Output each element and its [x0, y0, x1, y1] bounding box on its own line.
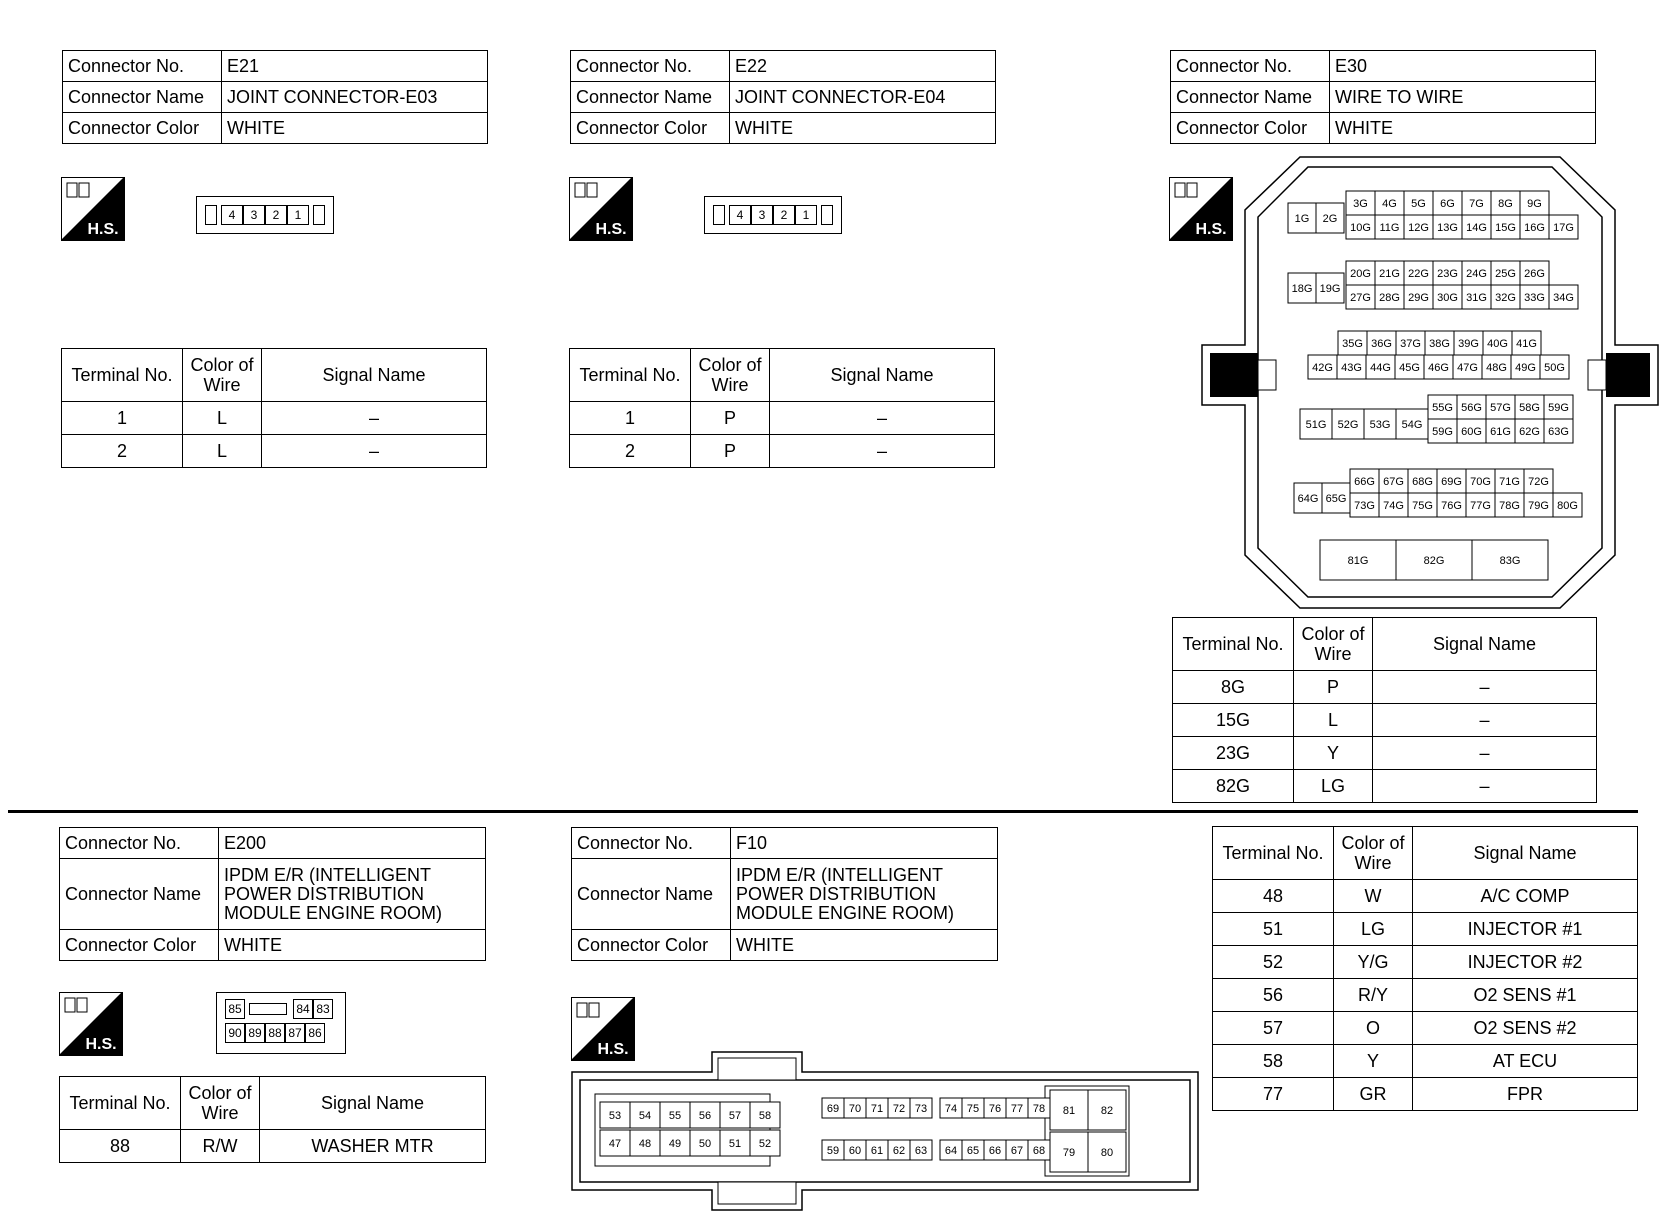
pin-label: 70G [1470, 476, 1491, 488]
e200-pin: 86 [305, 1023, 325, 1043]
pin-label: 61 [870, 1145, 884, 1157]
wire-color: LG [1334, 913, 1413, 946]
label-connector-color: Connector Color [63, 113, 222, 144]
e22-connector-face [704, 196, 842, 234]
pin-label: 50G [1544, 362, 1565, 374]
e21-pin: 3 [243, 205, 265, 225]
pin-label: 33G [1524, 292, 1545, 304]
wire-color: P [691, 435, 770, 468]
pin-label: 57G [1490, 402, 1511, 414]
label-connector-color: Connector Color [572, 930, 731, 961]
pin-label: 39G [1458, 338, 1479, 350]
terminal-no: 1 [62, 402, 183, 435]
pin-label: 68 [1032, 1145, 1046, 1157]
terminal-no: 48 [1213, 880, 1334, 913]
e30-connector-color: WHITE [1330, 113, 1596, 144]
pin-label: 52 [758, 1138, 772, 1150]
header-signal-name: Signal Name [260, 1077, 486, 1130]
pin-label: 18G [1291, 283, 1313, 295]
pin-label: 80G [1557, 500, 1578, 512]
pin-label: 48 [638, 1138, 652, 1150]
terminal-no: 56 [1213, 979, 1334, 1012]
pin-label: 16G [1524, 222, 1545, 234]
label-connector-color: Connector Color [1171, 113, 1330, 144]
e30-connector-no: E30 [1330, 51, 1596, 82]
pin-label: 46G [1428, 362, 1449, 374]
wire-color: W [1334, 880, 1413, 913]
pin-label: 11G [1379, 222, 1400, 234]
section-divider [8, 810, 1638, 813]
pin-label: 53 [608, 1110, 622, 1122]
e200-pin: 85 [225, 999, 245, 1019]
pin-label: 32G [1495, 292, 1516, 304]
pin-label: 5G [1411, 198, 1426, 210]
header-signal-name: Signal Name [1413, 827, 1638, 880]
pin-label: 76G [1441, 500, 1462, 512]
label-connector-name: Connector Name [1171, 82, 1330, 113]
signal-name: – [1373, 704, 1597, 737]
label-connector-color: Connector Color [571, 113, 730, 144]
pin-label: 59G [1432, 426, 1453, 438]
wire-color: Y/G [1334, 946, 1413, 979]
e21-connector-name: JOINT CONNECTOR-E03 [222, 82, 488, 113]
pin-label: 1G [1294, 213, 1310, 225]
pin-label: 60G [1461, 426, 1482, 438]
pin-label: 10G [1350, 222, 1371, 234]
f10-terminal-table [1212, 826, 1638, 1111]
pin-label: 75G [1412, 500, 1433, 512]
header-signal-name: Signal Name [770, 349, 995, 402]
pin-label: 72G [1528, 476, 1549, 488]
pin-label: 80 [1100, 1147, 1114, 1159]
pin-label: 64G [1297, 493, 1319, 505]
pin-label: 66 [988, 1145, 1002, 1157]
header-terminal-no: Terminal No. [570, 349, 691, 402]
label-connector-no: Connector No. [572, 828, 731, 859]
e200-pin: 84 [293, 999, 313, 1019]
label-connector-no: Connector No. [571, 51, 730, 82]
e21-connector-face [196, 196, 334, 234]
pin-label: 51G [1305, 419, 1327, 431]
pin-label: 64 [944, 1145, 958, 1157]
header-terminal-no: Terminal No. [1213, 827, 1334, 880]
pin-label: 82 [1100, 1105, 1114, 1117]
pin-label: 74G [1383, 500, 1404, 512]
signal-name: – [262, 402, 487, 435]
label-connector-name: Connector Name [572, 859, 731, 930]
pin-label: 2G [1322, 213, 1338, 225]
header-signal-name: Signal Name [1373, 618, 1597, 671]
e30-terminal-table [1172, 617, 1597, 803]
wire-color: O [1334, 1012, 1413, 1045]
pin-label: 36G [1371, 338, 1392, 350]
label-connector-name: Connector Name [60, 859, 219, 930]
signal-name: INJECTOR #1 [1413, 913, 1638, 946]
signal-name: – [1373, 770, 1597, 803]
pin-label: 58 [758, 1110, 772, 1122]
pin-label: 48G [1486, 362, 1507, 374]
pin-label: 57 [728, 1110, 742, 1122]
signal-name: AT ECU [1413, 1045, 1638, 1078]
pin-label: 6G [1440, 198, 1455, 210]
wire-color: GR [1334, 1078, 1413, 1111]
terminal-no: 8G [1173, 671, 1294, 704]
pin-label: 61G [1490, 426, 1511, 438]
pin-label: 43G [1341, 362, 1362, 374]
e200-pin: 89 [245, 1023, 265, 1043]
pin-label: 62G [1519, 426, 1540, 438]
pin-label: 49 [668, 1138, 682, 1150]
e200-connector-color: WHITE [219, 930, 486, 961]
header-color-of-wire: Color of Wire [691, 349, 770, 402]
pin-label: 78G [1499, 500, 1520, 512]
pin-label: 53G [1369, 419, 1391, 431]
terminal-no: 58 [1213, 1045, 1334, 1078]
label-connector-no: Connector No. [63, 51, 222, 82]
pin-label: 31G [1466, 292, 1487, 304]
pin-label: 51 [728, 1138, 742, 1150]
terminal-no: 52 [1213, 946, 1334, 979]
pin-label: 76 [988, 1103, 1002, 1115]
f10-connector-color: WHITE [731, 930, 998, 961]
signal-name: – [262, 435, 487, 468]
wire-color: R/W [181, 1130, 260, 1163]
pin-label: 59G [1548, 402, 1569, 414]
terminal-no: 15G [1173, 704, 1294, 737]
hs-label: H.S. [1195, 221, 1227, 238]
wire-color: L [1294, 704, 1373, 737]
e22-connector-no: E22 [730, 51, 996, 82]
pin-label: 19G [1319, 283, 1341, 295]
pin-label: 8G [1498, 198, 1513, 210]
pin-label: 17G [1553, 222, 1574, 234]
pin-label: 38G [1429, 338, 1450, 350]
pin-label: 65 [966, 1145, 980, 1157]
e200-pin: 83 [313, 999, 333, 1019]
e200-info-table [59, 827, 486, 961]
label-connector-no: Connector No. [1171, 51, 1330, 82]
pin-label: 41G [1516, 338, 1537, 350]
e21-info-table [62, 50, 488, 144]
signal-name: WASHER MTR [260, 1130, 486, 1163]
signal-name: O2 SENS #1 [1413, 979, 1638, 1012]
pin-label: 74 [944, 1103, 958, 1115]
e22-pin: 3 [751, 205, 773, 225]
pin-label: 50 [698, 1138, 712, 1150]
terminal-no: 1 [570, 402, 691, 435]
pin-label: 9G [1527, 198, 1542, 210]
e30-connector-face [1200, 155, 1660, 610]
pin-label: 37G [1400, 338, 1421, 350]
f10-info-table [571, 827, 998, 961]
signal-name: – [1373, 671, 1597, 704]
e22-info-table [570, 50, 996, 144]
wire-color: Y [1294, 737, 1373, 770]
pin-label: 69G [1441, 476, 1462, 488]
e21-connector-no: E21 [222, 51, 488, 82]
e200-connector-no: E200 [219, 828, 486, 859]
terminal-no: 23G [1173, 737, 1294, 770]
pin-label: 63 [914, 1145, 928, 1157]
e30-info-table [1170, 50, 1596, 144]
pin-label: 72 [892, 1103, 906, 1115]
signal-name: FPR [1413, 1078, 1638, 1111]
pin-label: 35G [1342, 338, 1363, 350]
e21-pin: 1 [287, 205, 309, 225]
label-connector-color: Connector Color [60, 930, 219, 961]
pin-label: 78 [1032, 1103, 1046, 1115]
pin-label: 63G [1548, 426, 1569, 438]
pin-label: 56G [1461, 402, 1482, 414]
pin-label: 67G [1383, 476, 1404, 488]
pin-label: 75 [966, 1103, 980, 1115]
hs-label: H.S. [595, 221, 627, 238]
pin-label: 13G [1437, 222, 1458, 234]
header-signal-name: Signal Name [262, 349, 487, 402]
pin-label: 7G [1469, 198, 1484, 210]
pin-label: 44G [1370, 362, 1391, 374]
pin-label: 60 [848, 1145, 862, 1157]
e22-pin: 4 [729, 205, 751, 225]
name-line: POWER DISTRIBUTION [736, 883, 937, 904]
e200-pin: 88 [265, 1023, 285, 1043]
pin-label: 3G [1353, 198, 1368, 210]
pin-label: 23G [1437, 268, 1458, 280]
hs-label: H.S. [597, 1041, 629, 1058]
terminal-no: 2 [570, 435, 691, 468]
terminal-no: 57 [1213, 1012, 1334, 1045]
pin-label: 30G [1437, 292, 1458, 304]
header-terminal-no: Terminal No. [60, 1077, 181, 1130]
e22-terminal-table [569, 348, 995, 468]
header-terminal-no: Terminal No. [62, 349, 183, 402]
pin-label: 12G [1408, 222, 1429, 234]
e22-connector-color: WHITE [730, 113, 996, 144]
pin-label: 77 [1010, 1103, 1024, 1115]
terminal-no: 88 [60, 1130, 181, 1163]
e200-pin: 90 [225, 1023, 245, 1043]
signal-name: INJECTOR #2 [1413, 946, 1638, 979]
pin-label: 27G [1350, 292, 1371, 304]
f10-connector-no: F10 [731, 828, 998, 859]
pin-label: 81 [1062, 1105, 1076, 1117]
signal-name: O2 SENS #2 [1413, 1012, 1638, 1045]
label-connector-name: Connector Name [571, 82, 730, 113]
pin-label: 54G [1401, 419, 1423, 431]
hs-icon [569, 177, 633, 241]
name-line: IPDM E/R (INTELLIGENT [224, 864, 432, 885]
pin-label: 29G [1408, 292, 1429, 304]
pin-label: 20G [1350, 268, 1371, 280]
hs-label: H.S. [87, 221, 119, 238]
name-line: IPDM E/R (INTELLIGENT [736, 864, 944, 885]
pin-label: 82G [1423, 555, 1445, 567]
e200-pin: 87 [285, 1023, 305, 1043]
pin-label: 79 [1062, 1147, 1076, 1159]
label-connector-name: Connector Name [63, 82, 222, 113]
e30-connector-name: WIRE TO WIRE [1330, 82, 1596, 113]
pin-label: 68G [1412, 476, 1433, 488]
pin-label: 47 [608, 1138, 622, 1150]
header-terminal-no: Terminal No. [1173, 618, 1294, 671]
f10-connector-name [731, 859, 998, 930]
pin-label: 22G [1408, 268, 1429, 280]
pin-label: 81G [1347, 555, 1369, 567]
name-line: POWER DISTRIBUTION [224, 883, 425, 904]
header-color-of-wire: Color of Wire [1294, 618, 1373, 671]
terminal-no: 51 [1213, 913, 1334, 946]
pin-label: 45G [1399, 362, 1420, 374]
terminal-no: 82G [1173, 770, 1294, 803]
pin-label: 71 [870, 1103, 884, 1115]
hs-icon [59, 992, 123, 1056]
pin-label: 34G [1553, 292, 1574, 304]
e21-pin: 4 [221, 205, 243, 225]
pin-label: 55 [668, 1110, 682, 1122]
hs-label: H.S. [85, 1036, 117, 1053]
name-line: MODULE ENGINE ROOM) [736, 902, 955, 923]
hs-icon [61, 177, 125, 241]
wire-color: Y [1334, 1045, 1413, 1078]
wire-color: LG [1294, 770, 1373, 803]
e22-pin: 2 [773, 205, 795, 225]
pin-label: 47G [1457, 362, 1478, 374]
pin-label: 15G [1495, 222, 1516, 234]
signal-name: – [770, 402, 995, 435]
pin-label: 28G [1379, 292, 1400, 304]
signal-name: – [1373, 737, 1597, 770]
pin-label: 71G [1499, 476, 1520, 488]
pin-label: 26G [1524, 268, 1545, 280]
header-color-of-wire: Color of Wire [181, 1077, 260, 1130]
pin-label: 49G [1515, 362, 1536, 374]
pin-label: 21G [1379, 268, 1400, 280]
pin-label: 42G [1312, 362, 1333, 374]
e22-pin: 1 [795, 205, 817, 225]
wire-color: P [691, 402, 770, 435]
pin-label: 24G [1466, 268, 1487, 280]
pin-label: 55G [1432, 402, 1453, 414]
pin-label: 67 [1010, 1145, 1024, 1157]
e21-pin: 2 [265, 205, 287, 225]
pin-label: 40G [1487, 338, 1508, 350]
pin-label: 65G [1325, 493, 1347, 505]
terminal-no: 2 [62, 435, 183, 468]
pin-label: 54 [638, 1110, 652, 1122]
e200-connector-name [219, 859, 486, 930]
pin-label: 4G [1382, 198, 1397, 210]
header-color-of-wire: Color of Wire [183, 349, 262, 402]
pin-label: 59 [826, 1145, 840, 1157]
signal-name: A/C COMP [1413, 880, 1638, 913]
name-line: MODULE ENGINE ROOM) [224, 902, 443, 923]
pin-label: 25G [1495, 268, 1516, 280]
pin-label: 62 [892, 1145, 906, 1157]
pin-label: 73G [1354, 500, 1375, 512]
label-connector-no: Connector No. [60, 828, 219, 859]
pin-label: 83G [1499, 555, 1521, 567]
e21-terminal-table [61, 348, 487, 468]
wire-color: L [183, 402, 262, 435]
pin-label: 77G [1470, 500, 1491, 512]
pin-label: 56 [698, 1110, 712, 1122]
wire-color: L [183, 435, 262, 468]
f10-connector-face [570, 1050, 1200, 1212]
pin-label: 69 [826, 1103, 840, 1115]
e200-terminal-table [59, 1076, 486, 1163]
pin-label: 58G [1519, 402, 1540, 414]
wire-color: P [1294, 671, 1373, 704]
pin-label: 70 [848, 1103, 862, 1115]
e200-connector-face [216, 992, 346, 1054]
pin-label: 52G [1337, 419, 1359, 431]
terminal-no: 77 [1213, 1078, 1334, 1111]
e21-connector-color: WHITE [222, 113, 488, 144]
signal-name: – [770, 435, 995, 468]
header-color-of-wire: Color of Wire [1334, 827, 1413, 880]
pin-label: 66G [1354, 476, 1375, 488]
wire-color: R/Y [1334, 979, 1413, 1012]
pin-label: 79G [1528, 500, 1549, 512]
e22-connector-name: JOINT CONNECTOR-E04 [730, 82, 996, 113]
pin-label: 14G [1466, 222, 1487, 234]
pin-label: 73 [914, 1103, 928, 1115]
